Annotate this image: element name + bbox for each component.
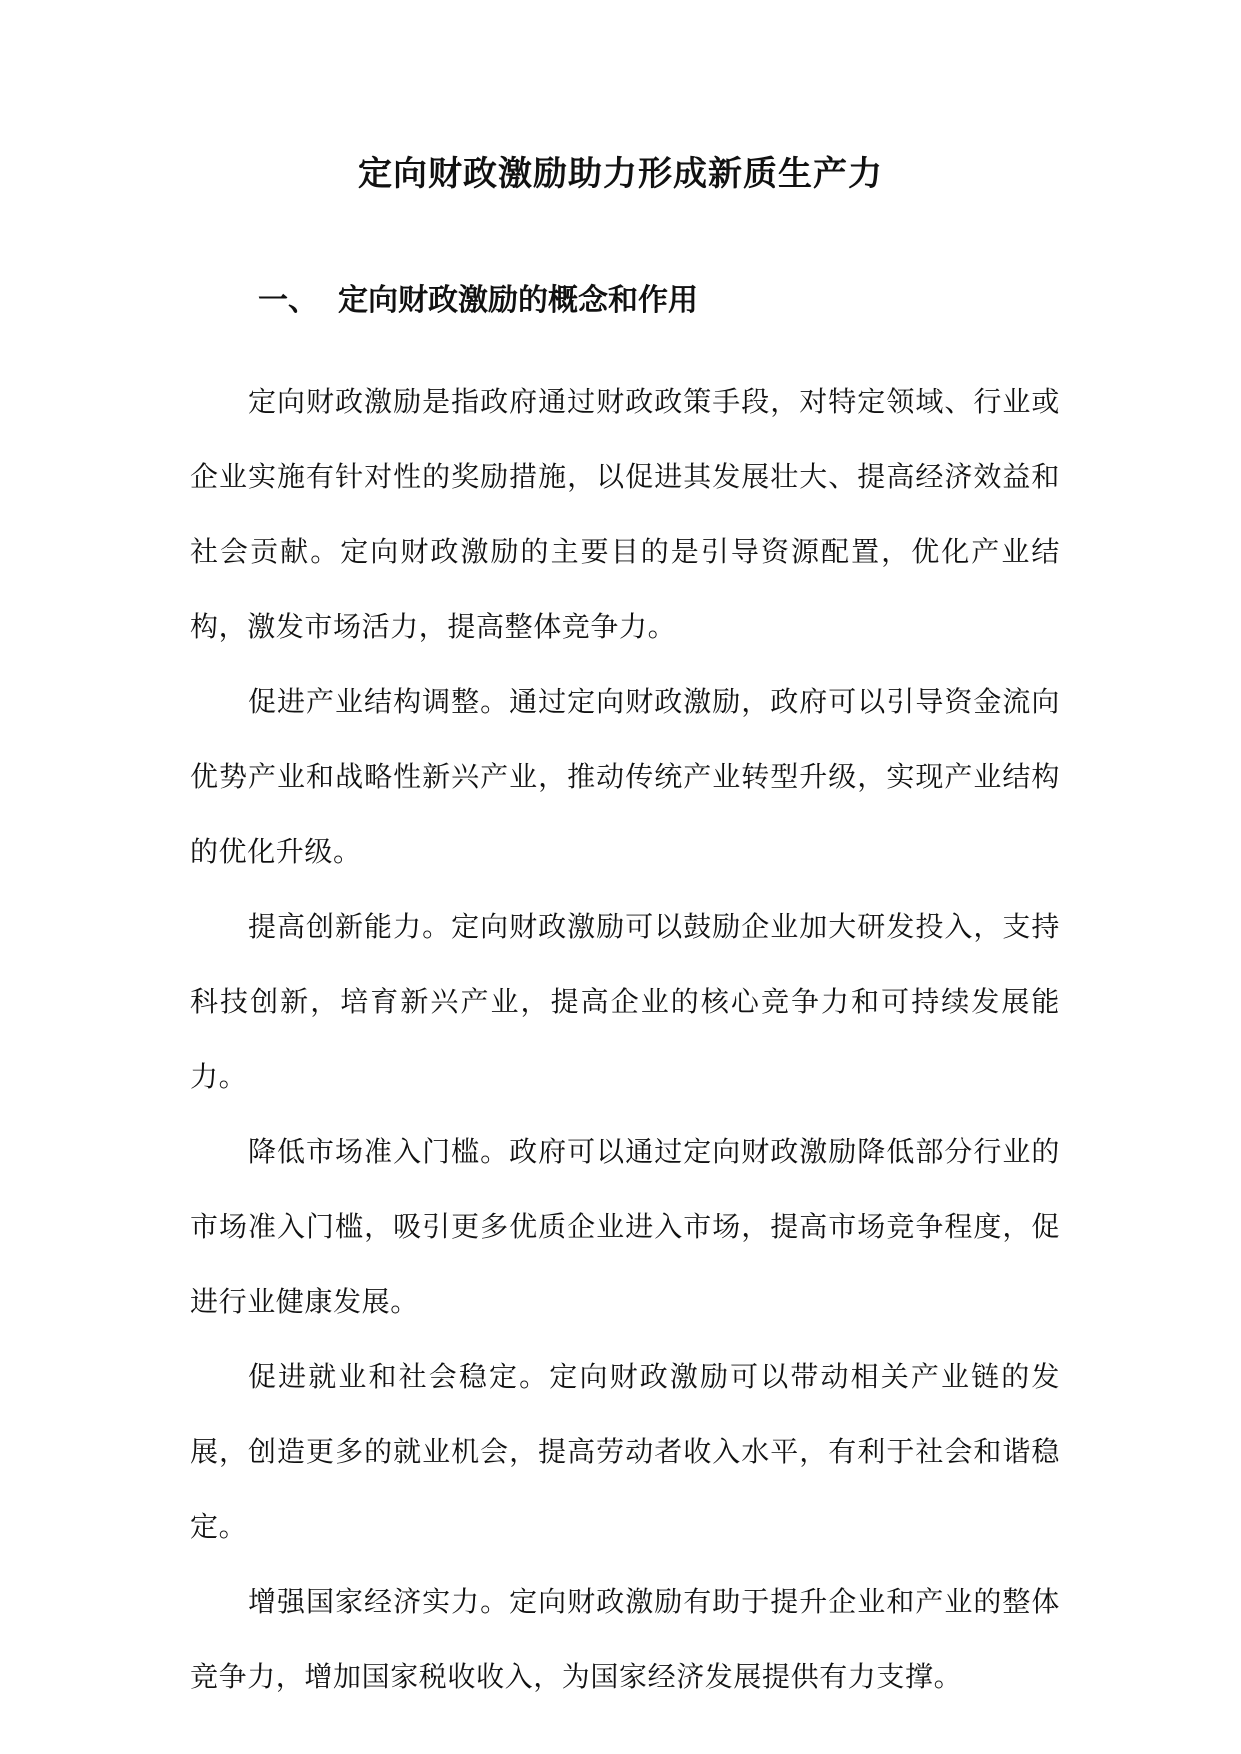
section-heading	[258, 278, 698, 324]
paragraph-innovation: 提高创新能力。定向财政激励可以鼓励企业加大研发投入，支持科技创新，培育新兴产业，提高企业的核心竞争力和可持续发展能力。	[190, 910, 1060, 1093]
paragraph-definition: 定向财政激励是指政府通过财政政策手段，对特定领域、行业或企业实施有针对性的奖励措施，以促进其发展壮大、提高经济效益和社会贡献。定向财政激励的主要目的是引导资源配置，优化产业结构，激发市场活力，提高整体竞争力。	[190, 385, 1060, 643]
paragraph-industrial-structure: 促进产业结构调整。通过定向财政激励，政府可以引导资金流向优势产业和战略性新兴产业，推动传统产业转型升级，实现产业结构的优化升级。	[190, 685, 1060, 868]
paragraph-economic-strength: 增强国家经济实力。定向财政激励有助于提升企业和产业的整体竞争力，增加国家税收收入，为国家经济发展提供有力支撑。	[190, 1585, 1060, 1693]
document-title: 定向财政激励助力形成新质生产力	[358, 154, 883, 194]
document-body	[190, 364, 1060, 1714]
paragraph-employment: 促进就业和社会稳定。定向财政激励可以带动相关产业链的发展，创造更多的就业机会，提高劳动者收入水平，有利于社会和谐稳定。	[190, 1360, 1060, 1543]
section-number: 一、	[258, 283, 318, 318]
section-title: 定向财政激励的概念和作用	[338, 283, 698, 318]
paragraph-market-entry: 降低市场准入门槛。政府可以通过定向财政激励降低部分行业的市场准入门槛，吸引更多优质企业进入市场，提高市场竞争程度，促进行业健康发展。	[190, 1135, 1060, 1318]
